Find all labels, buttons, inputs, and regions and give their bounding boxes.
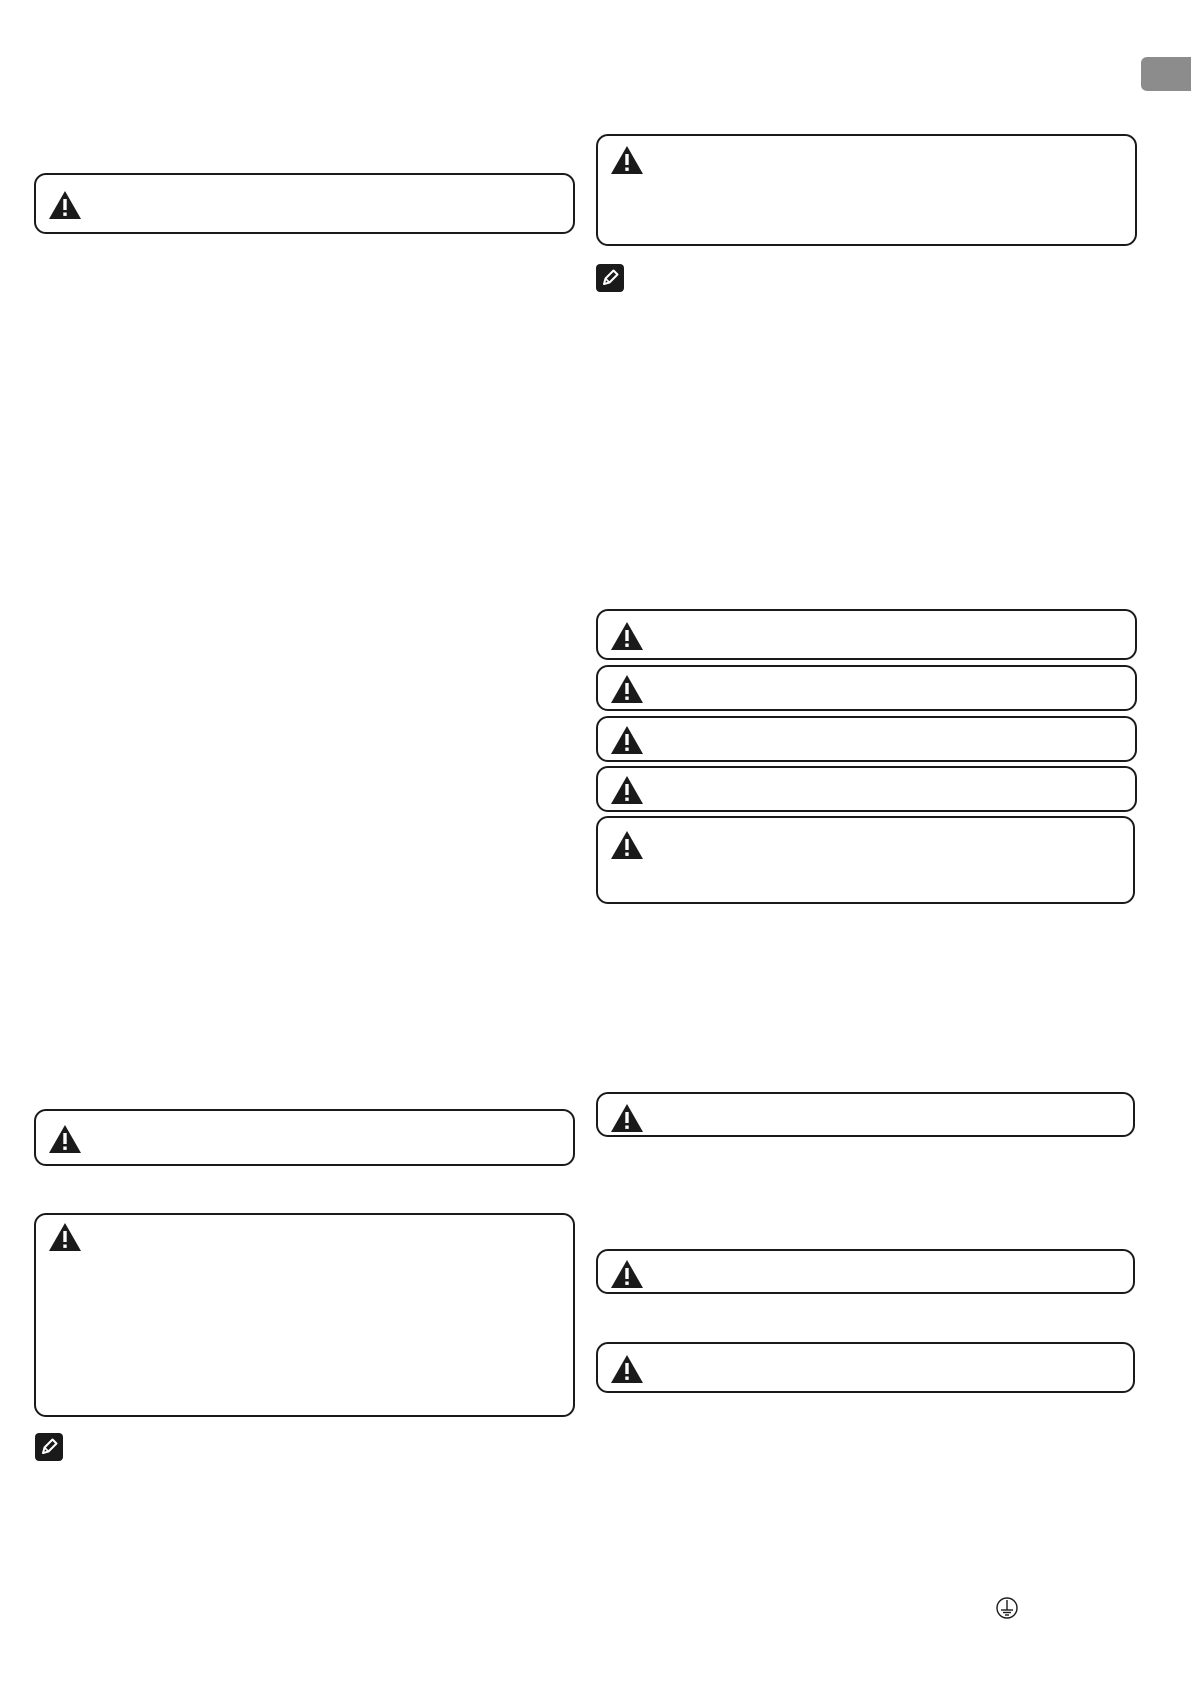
warning-box-7 [596,716,1137,762]
warning-box-9 [596,816,1135,904]
warning-triangle-icon [610,145,644,175]
warning-box-1 [34,173,575,234]
warning-triangle-icon [610,674,644,704]
warning-box-2 [34,1109,575,1166]
language-tab [1141,57,1191,91]
warning-triangle-icon [610,775,644,805]
warning-box-3 [34,1213,575,1417]
warning-triangle-icon [610,1259,644,1289]
note-pencil-icon [596,264,624,292]
warning-triangle-icon [610,621,644,651]
warning-box-10 [596,1092,1135,1137]
warning-triangle-icon [48,190,82,220]
warning-triangle-icon [48,1222,82,1252]
warning-triangle-icon [610,725,644,755]
warning-box-5 [596,609,1137,660]
warning-box-6 [596,665,1137,711]
warning-box-8 [596,766,1137,812]
warning-triangle-icon [610,1103,644,1133]
protective-earth-icon [996,1596,1018,1620]
warning-triangle-icon [610,830,644,860]
warning-box-4 [596,134,1137,246]
warning-box-11 [596,1249,1135,1294]
warning-box-12 [596,1342,1135,1393]
warning-triangle-icon [610,1354,644,1384]
warning-triangle-icon [48,1124,82,1154]
note-pencil-icon [35,1433,63,1461]
